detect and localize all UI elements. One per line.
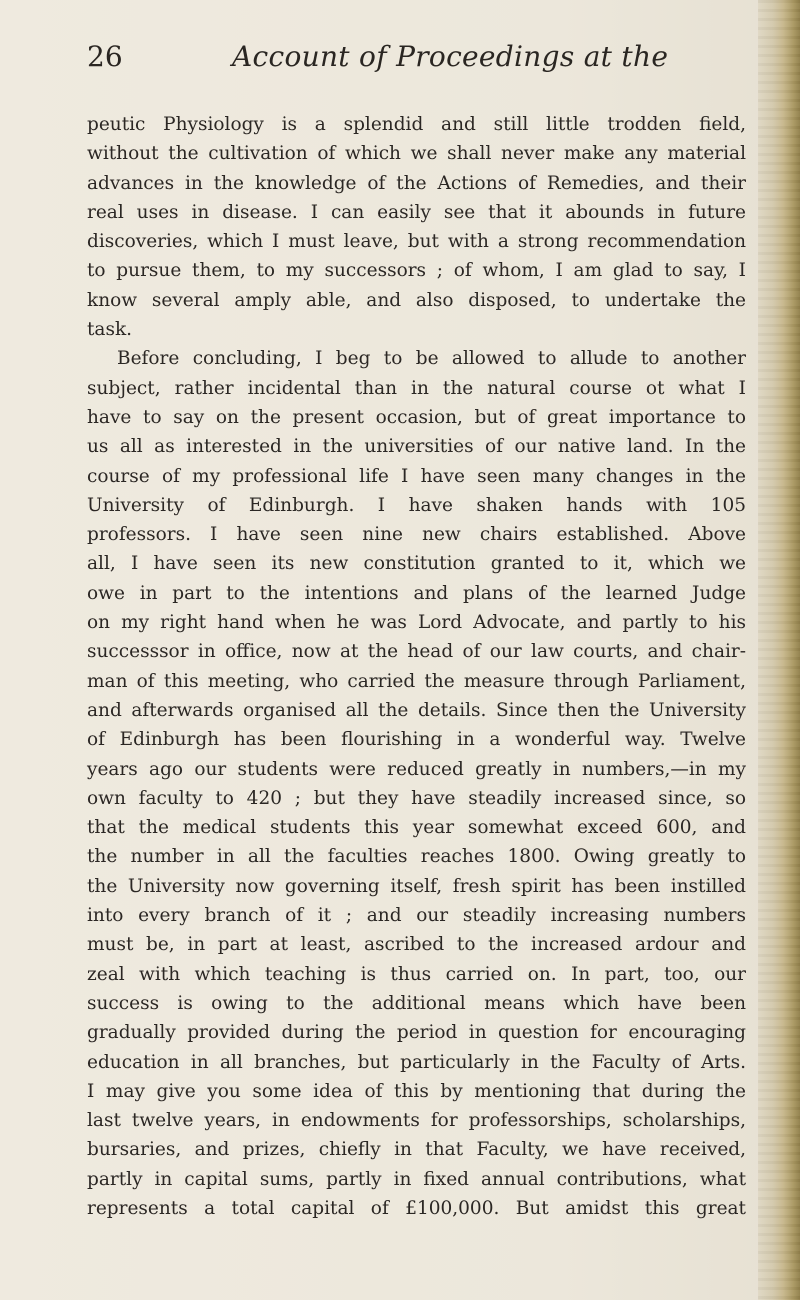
text-line: and afterwards organised all the details. Since then the University <box>87 699 746 721</box>
text-line: own faculty to 420 ; but they have steadily increased since, so <box>87 787 746 809</box>
text-line: discoveries, which I must leave, but with a strong recommendation <box>87 231 746 253</box>
text-line: without the cultivation of which we shall never make any material <box>87 143 746 165</box>
text-line: success is owing to the additional means which have been <box>87 992 746 1014</box>
text-line: us all as interested in the universities of our native land. In the <box>87 436 746 458</box>
text-line: the University now governing itself, fresh spirit has been instilled <box>87 875 746 897</box>
text-line: professors. I have seen nine new chairs established. Above <box>87 524 746 546</box>
text-line: last twelve years, in endowments for professorships, scholarships, <box>87 1110 746 1132</box>
text-line: into every branch of it ; and our steadily increasing numbers <box>87 905 746 927</box>
text-line: on my right hand when he was Lord Advocate, and partly to his <box>87 612 746 634</box>
text-line: represents a total capital of £100,000. But amidst this great <box>87 1197 746 1219</box>
text-line: University of Edinburgh. I have shaken hands with 105 <box>87 494 746 516</box>
text-line: to pursue them, to my successors ; of whom, I am glad to say, I <box>87 260 746 282</box>
text-line: bursaries, and prizes, chiefly in that Faculty, we have received, <box>87 1139 746 1161</box>
page-edge-shadow <box>758 0 800 1300</box>
text-line: I may give you some idea of this by mentioning that during the <box>87 1080 746 1102</box>
text-line: task. <box>87 319 133 341</box>
text-line: owe in part to the intentions and plans of the learned Judge <box>87 582 746 604</box>
text-line: years ago our students were reduced greatly in numbers,—in my <box>87 758 746 780</box>
text-line: peutic Physiology is a splendid and still little trodden field, <box>87 114 746 135</box>
text-line: advances in the knowledge of the Actions of Remedies, and their <box>87 172 746 194</box>
text-line: must be, in part at least, ascribed to the increased ardour and <box>87 934 746 956</box>
text-line: man of this meeting, who carried the measure through Parliament, <box>87 670 746 692</box>
text-line: zeal with which teaching is thus carried on. In part, too, our <box>87 963 746 985</box>
text-line: the number in all the faculties reaches 1800. Owing greatly to <box>87 846 746 868</box>
text-line: successsor in office, now at the head of our law courts, and chair- <box>87 641 746 663</box>
text-line: all, I have seen its new constitution granted to it, which we <box>87 553 746 575</box>
text-line: partly in capital sums, partly in fixed annual contributions, what <box>87 1168 746 1190</box>
text-line: subject, rather incidental than in the natural course ot what I <box>87 377 746 399</box>
text-line: gradually provided during the period in question for encouraging <box>87 1022 746 1044</box>
text-line: course of my professional life I have seen many changes in the <box>87 465 746 487</box>
text-line: real uses in disease. I can easily see that it abounds in future <box>87 201 746 223</box>
text-line: know several amply able, and also disposed, to undertake the <box>87 289 746 311</box>
text-line: that the medical students this year somewhat exceed 600, and <box>87 817 746 839</box>
page-header <box>0 40 780 100</box>
text-line: Before concluding, I beg to be allowed to allude to another <box>117 348 746 370</box>
text-line: have to say on the present occasion, but of great importance to <box>87 406 746 428</box>
text-line: of Edinburgh has been flourishing in a wonderful way. Twelve <box>87 729 746 751</box>
running-head: Account of Proceedings at the <box>232 40 669 73</box>
page-number: 26 <box>87 40 123 73</box>
text-line: education in all branches, but particularly in the Faculty of Arts. <box>87 1051 746 1073</box>
body-text <box>87 110 746 1223</box>
